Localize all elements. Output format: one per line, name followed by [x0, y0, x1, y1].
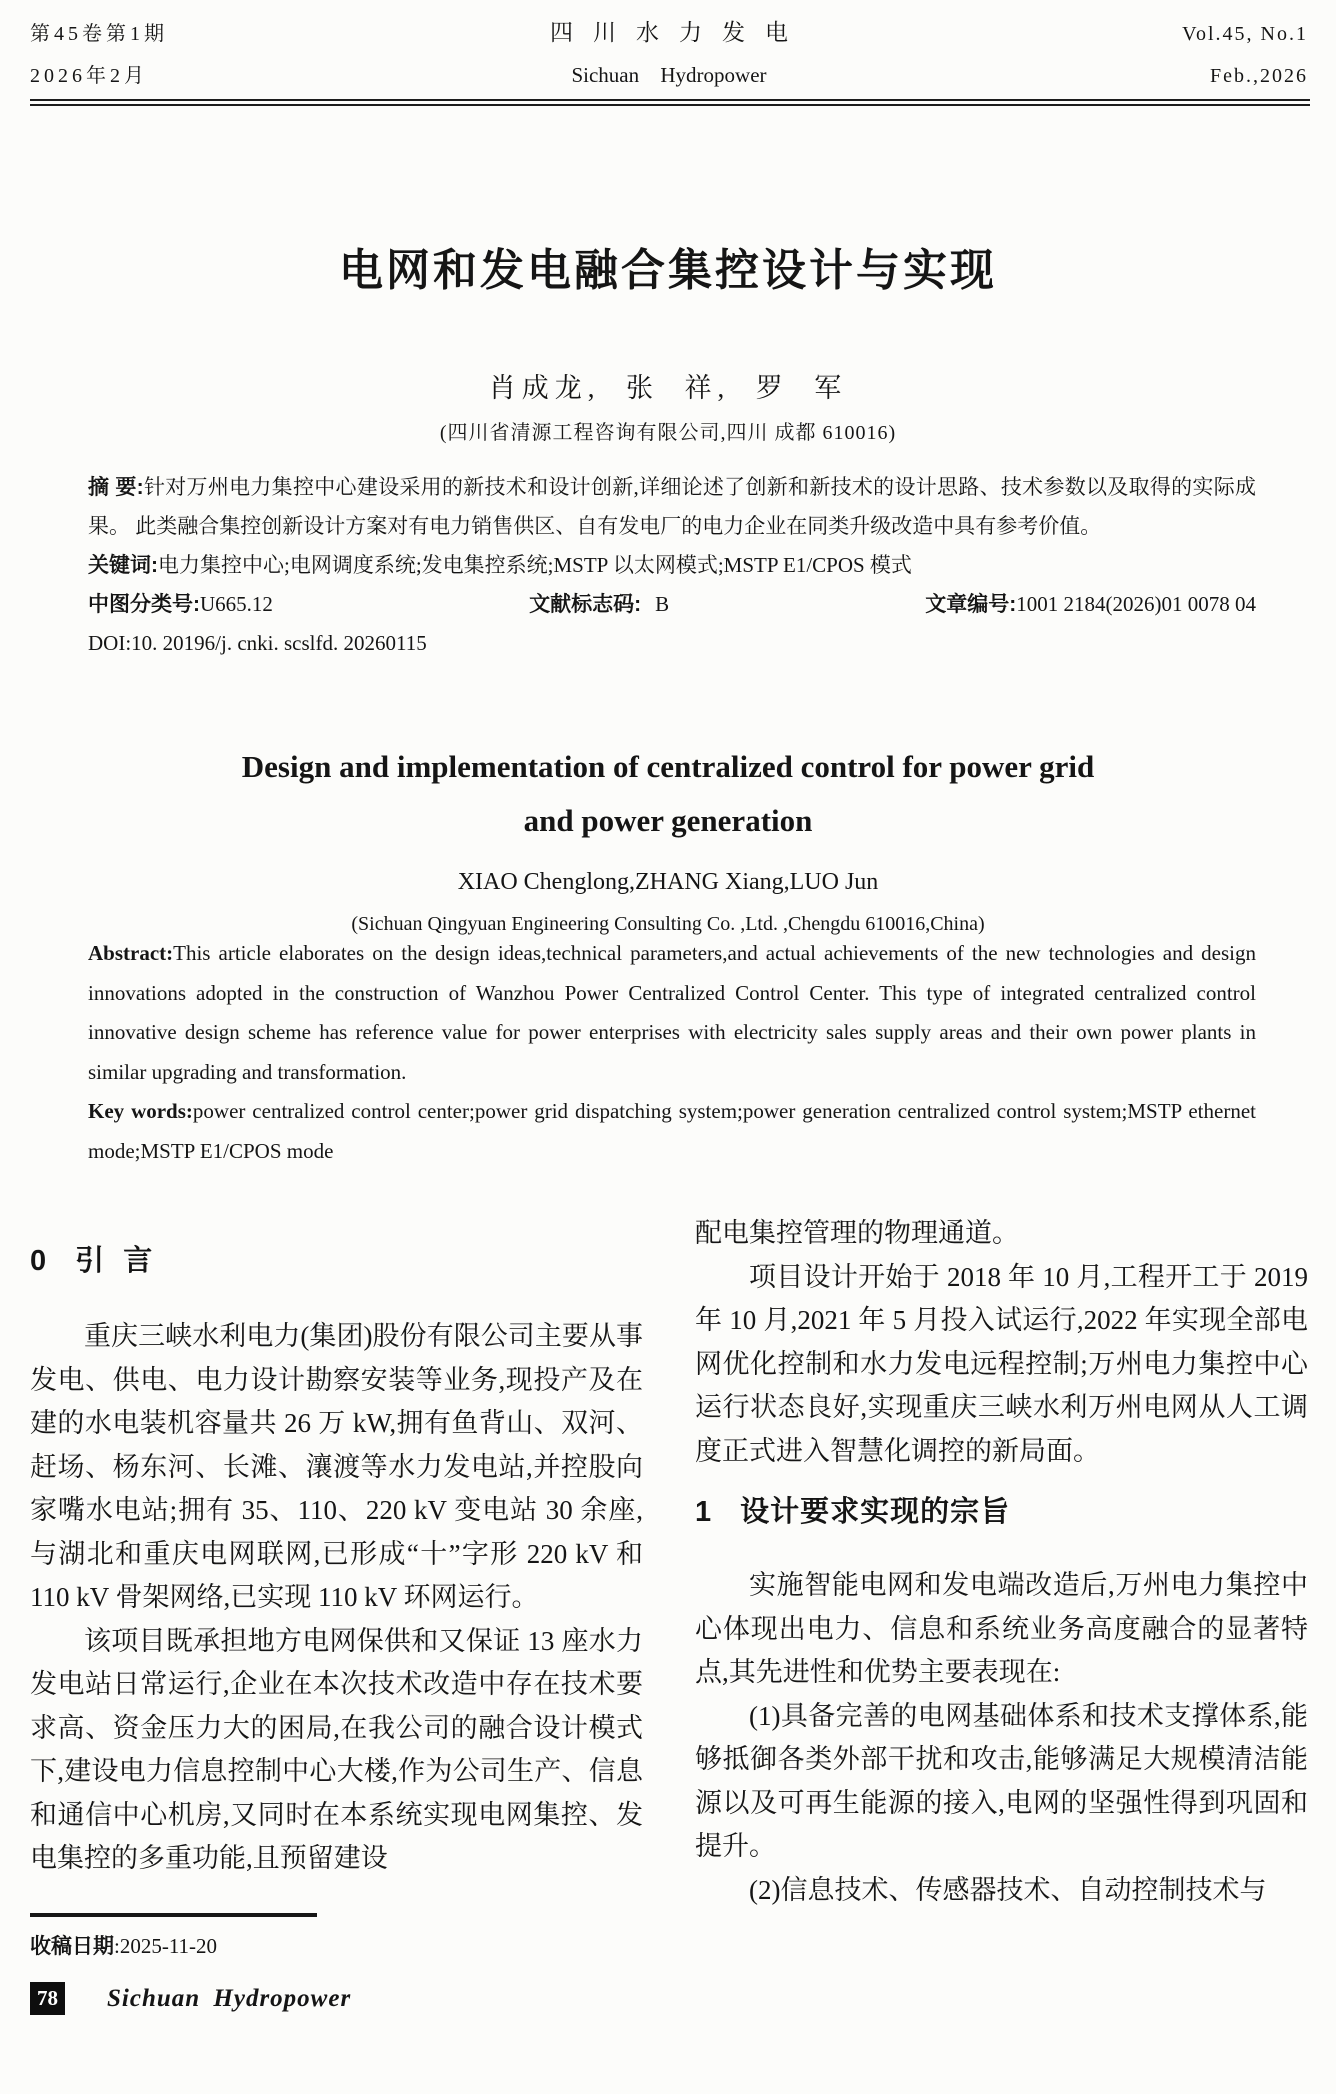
keywords-label-zh: 关键词:	[88, 554, 158, 577]
received-date-label: 收稿日期	[30, 1935, 114, 1958]
issue-date-en: Feb.,2026	[1210, 65, 1308, 87]
clc-label: 中图分类号:	[88, 593, 200, 616]
keywords-text-en: power centralized control center;power grid dispatching system;power generation centralized control system;MSTP ethernet mode;MSTP E1/CPOS mode	[88, 1099, 1256, 1163]
clc-value: U665.12	[200, 592, 273, 616]
article-title-zh: 电网和发电融合集控设计与实现	[339, 246, 997, 295]
abstract-text-zh: 针对万州电力集控中心建设采用的新技术和设计创新,详细论述了创新和新技术的设计思路、技术参数以及取得的实际成果。 此类融合集控创新设计方案对有电力销售供区、自有发电厂的电力企业在同类升级改造中具有参考价值。	[88, 475, 1257, 538]
section-0-number: 0	[30, 1245, 48, 1277]
volume-issue-en: Vol.45, No.1	[1182, 23, 1308, 45]
doc-code-value: B	[655, 592, 670, 616]
chinese-meta-block	[88, 468, 1256, 663]
section-heading-1	[695, 1489, 1308, 1530]
received-date	[30, 1930, 317, 1960]
abstract-en	[88, 934, 1256, 1092]
section-0-title: 引 言	[75, 1245, 154, 1277]
body-column-right	[695, 1212, 1308, 1912]
page-number-badge: 78	[30, 1982, 65, 2015]
paragraph-3: 配电集控管理的物理通道。	[695, 1218, 1019, 1248]
keywords-label-en: Key words:	[88, 1099, 193, 1123]
paragraph-2: 该项目既承担地方电网保供和又保证 13 座水力发电站日常运行,企业在本次技术改造中存在技术要求高、资金压力大的困局,在我公司的融合设计模式下,建设电力信息控制中心大楼,作为公司生产、信息和通信中心机房,又同时在本系统实现电网集控、发电集控的多重功能,且预留建设	[30, 1625, 643, 1873]
article-id-value: 1001 2184(2026)01 0078 04	[1016, 592, 1256, 616]
journal-running-head	[30, 14, 1308, 88]
paragraph-5: 实施智能电网和发电端改造后,万州电力集控中心体现出电力、信息和系统业务高度融合的显著特点,其先进性和优势主要表现在:	[695, 1570, 1308, 1687]
section-1-number: 1	[695, 1496, 713, 1528]
footer-journal-name: Sichuan Hydropower	[107, 1984, 352, 2012]
paragraph-7: (2)信息技术、传感器技术、自动控制技术与	[749, 1874, 1267, 1905]
authors-en: XIAO Chenglong,ZHANG Xiang,LUO Jun	[457, 869, 879, 895]
authors-zh: 肖成龙, 张 祥, 罗 军	[488, 373, 848, 403]
keywords-zh	[88, 546, 1256, 585]
section-1-title: 设计要求实现的宗旨	[740, 1496, 1011, 1528]
issue-date-zh: 2026年2月	[30, 65, 148, 87]
article-body	[30, 1212, 1308, 1912]
footnote-rule	[30, 1913, 317, 1917]
page-footer	[30, 1982, 351, 2015]
abstract-text-en: This article elaborates on the design ideas,technical parameters,and actual achievements of the new technologies and design innovations adopted in the construction of Wanzhou Power Centralized Control Center. This type of integrated centralized control innovative design scheme has reference value for power enterprises with electricity sales supply areas and their own power plants in similar upgrading and transformation.	[88, 941, 1256, 1084]
classification-row	[88, 585, 1256, 624]
header-divider-rule	[30, 99, 1310, 106]
english-meta-block	[88, 934, 1256, 1171]
abstract-zh	[88, 468, 1256, 546]
body-column-left	[30, 1212, 643, 1912]
doi-line: DOI:10. 20196/j. cnki. scslfd. 20260115	[88, 631, 427, 655]
affiliation-en: (Sichuan Qingyuan Engineering Consulting Co. ,Ltd. ,Chengdu 610016,China)	[351, 913, 985, 935]
keywords-en	[88, 1092, 1256, 1171]
journal-title-zh: 四川水力发电	[550, 20, 808, 45]
received-date-footnote	[30, 1913, 317, 1960]
section-heading-0	[30, 1238, 643, 1279]
article-title-en	[0, 740, 1336, 848]
article-id-item	[925, 585, 1256, 624]
received-date-value: :2025-11-20	[114, 1934, 218, 1958]
english-title-block	[0, 740, 1336, 936]
affiliation-zh: (四川省清源工程咨询有限公司,四川 成都 610016)	[439, 422, 897, 444]
abstract-label-zh: 摘 要:	[88, 476, 144, 499]
doc-code-item	[529, 585, 669, 624]
paragraph-4: 项目设计开始于 2018 年 10 月,工程开工于 2019 年 10 月,2021 年 5 月投入试运行,2022 年实现全部电网优化控制和水力发电远程控制;万州电力集控中心运行状态良好,实现重庆三峡水利万州电网从人工调度正式进入智慧化调控的新局面。	[695, 1261, 1308, 1466]
paragraph-1: 重庆三峡水利电力(集团)股份有限公司主要从事发电、供电、电力设计勘察安装等业务,现投产及在建的水电装机容量共 26 万 kW,拥有鱼背山、双河、赶场、杨东河、长滩、瀼渡等水力发电站,并控股向家嘴水电站;拥有 35、110、220 kV 变电站 30 余座,与湖北和重庆电网联网,已形成“十”字形 220 kV 和 110 kV 骨架网络,已实现 110 kV 环网运行。	[30, 1321, 643, 1612]
abstract-label-en: Abstract:	[88, 941, 174, 965]
doc-code-label: 文献标志码:	[529, 593, 642, 616]
title-en-line2: and power generation	[523, 803, 813, 838]
journal-title-en: Sichuan Hydropower	[571, 63, 767, 87]
article-id-label: 文章编号:	[925, 593, 1017, 616]
paragraph-6: (1)具备完善的电网基础体系和技术支撑体系,能够抵御各类外部干扰和攻击,能够满足大规模清洁能源以及可再生能源的接入,电网的坚强性得到巩固和提升。	[695, 1700, 1308, 1861]
clc-item	[88, 585, 273, 624]
volume-issue-zh: 第45卷第1期	[30, 23, 168, 45]
keywords-text-zh: 电力集控中心;电网调度系统;发电集控系统;MSTP 以太网模式;MSTP E1/CPOS 模式	[158, 553, 912, 577]
title-en-line1: Design and implementation of centralized control for power grid	[241, 749, 1095, 784]
